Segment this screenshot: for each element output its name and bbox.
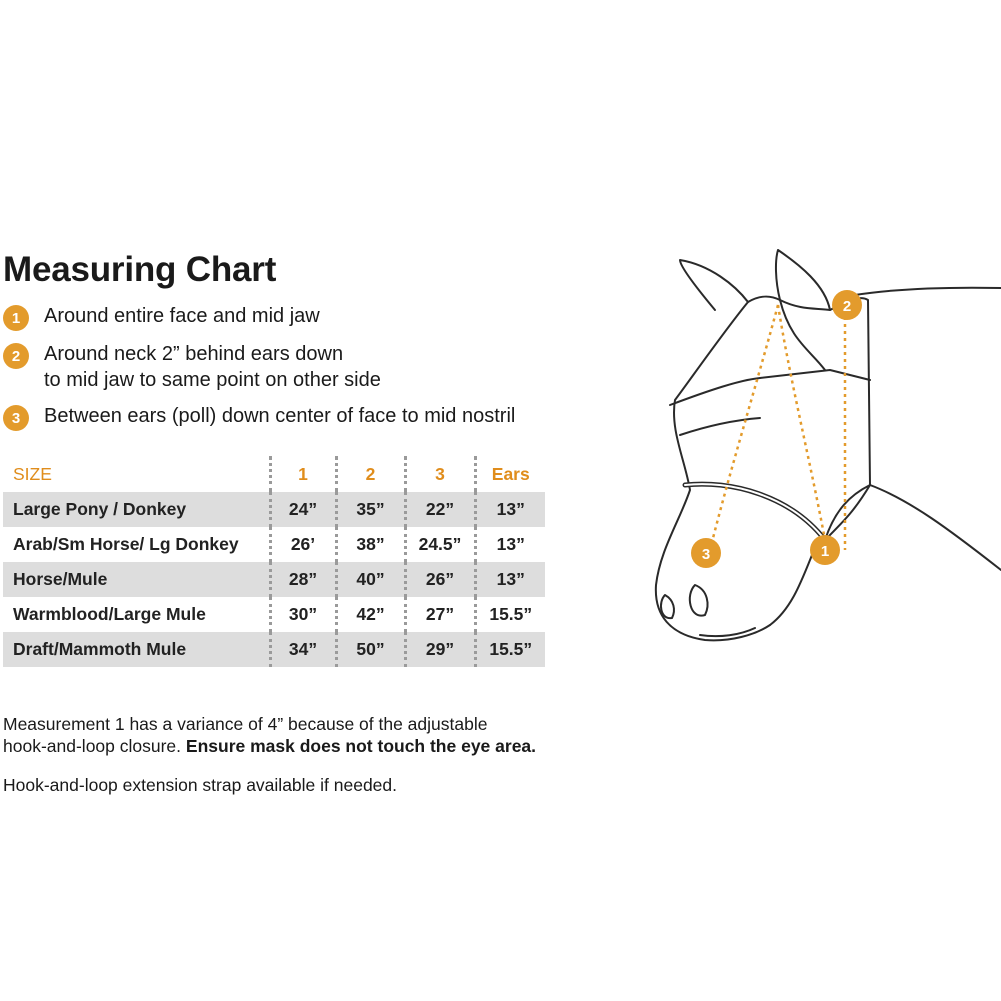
header-2: 2 <box>336 456 405 492</box>
cell-size: Arab/Sm Horse/ Lg Donkey <box>13 534 239 554</box>
step-3 <box>3 403 515 431</box>
variance-line2: hook-and-loop closure. <box>3 736 182 756</box>
extension-note: Hook-and-loop extension strap available if needed. <box>3 775 398 795</box>
cell-size: Warmblood/Large Mule <box>13 604 206 624</box>
cell-m1: 24” <box>270 492 336 527</box>
step-3-text <box>44 403 515 429</box>
variance-line1: Measurement 1 has a variance of 4” because of the adjustable <box>3 714 488 734</box>
table-header-row <box>3 456 545 492</box>
measure-lines <box>710 305 845 550</box>
cell-m3: 26” <box>405 562 475 597</box>
step-3-badge: 3 <box>3 405 29 431</box>
cell-ears: 13” <box>475 492 545 527</box>
cell-m3: 22” <box>405 492 475 527</box>
step-2-line1: Around neck 2” behind ears down <box>44 343 344 365</box>
table-row <box>3 527 545 562</box>
svg-text:1: 1 <box>820 543 830 560</box>
marker-2 <box>832 290 862 320</box>
cell-ears: 15.5” <box>475 597 545 632</box>
header-1: 1 <box>270 456 336 492</box>
page-title: Measuring Chart <box>3 250 277 289</box>
cell-m3: 24.5” <box>405 527 475 562</box>
step-1-line1: Around entire face and mid jaw <box>44 305 320 327</box>
cell-m1: 34” <box>270 632 336 667</box>
cell-m1: 26’ <box>270 527 336 562</box>
step-1 <box>3 303 320 331</box>
table-row <box>3 597 545 632</box>
cell-m1: 30” <box>270 597 336 632</box>
marker-3 <box>691 538 721 568</box>
table-row <box>3 492 545 527</box>
measure-line-3 <box>710 305 778 550</box>
size-table <box>3 456 545 667</box>
cell-ears: 13” <box>475 527 545 562</box>
cell-m2: 38” <box>336 527 405 562</box>
cell-m3: 29” <box>405 632 475 667</box>
cell-m2: 40” <box>336 562 405 597</box>
cell-m2: 50” <box>336 632 405 667</box>
header-3: 3 <box>405 456 475 492</box>
cell-ears: 15.5” <box>475 632 545 667</box>
cell-ears: 13” <box>475 562 545 597</box>
step-1-badge: 1 <box>3 305 29 331</box>
variance-note <box>3 713 536 757</box>
cell-m2: 35” <box>336 492 405 527</box>
table-row <box>3 632 545 667</box>
cell-size: Large Pony / Donkey <box>3 492 270 527</box>
svg-text:3: 3 <box>701 546 711 563</box>
step-2-badge: 2 <box>3 343 29 369</box>
horse-head-diagram <box>650 240 1001 670</box>
svg-text:2: 2 <box>842 298 852 315</box>
header-ears: Ears <box>475 456 545 492</box>
table-row <box>3 562 545 597</box>
cell-m2: 42” <box>336 597 405 632</box>
variance-warning: Ensure mask does not touch the eye area. <box>185 736 537 756</box>
cell-size: Horse/Mule <box>3 562 270 597</box>
step-2-text <box>44 341 381 393</box>
marker-1 <box>810 535 840 565</box>
variance-line2-wrap <box>3 735 536 757</box>
cell-m3: 27” <box>405 597 475 632</box>
horse-outline <box>656 250 1001 640</box>
step-3-line1: Between ears (poll) down center of face to mid nostril <box>44 405 516 427</box>
step-1-text <box>44 303 320 329</box>
cell-size: Draft/Mammoth Mule <box>3 632 270 667</box>
step-2-line2: to mid jaw to same point on other side <box>44 369 381 391</box>
header-size: SIZE <box>13 463 52 484</box>
cell-m1: 28” <box>270 562 336 597</box>
step-2 <box>3 341 381 393</box>
